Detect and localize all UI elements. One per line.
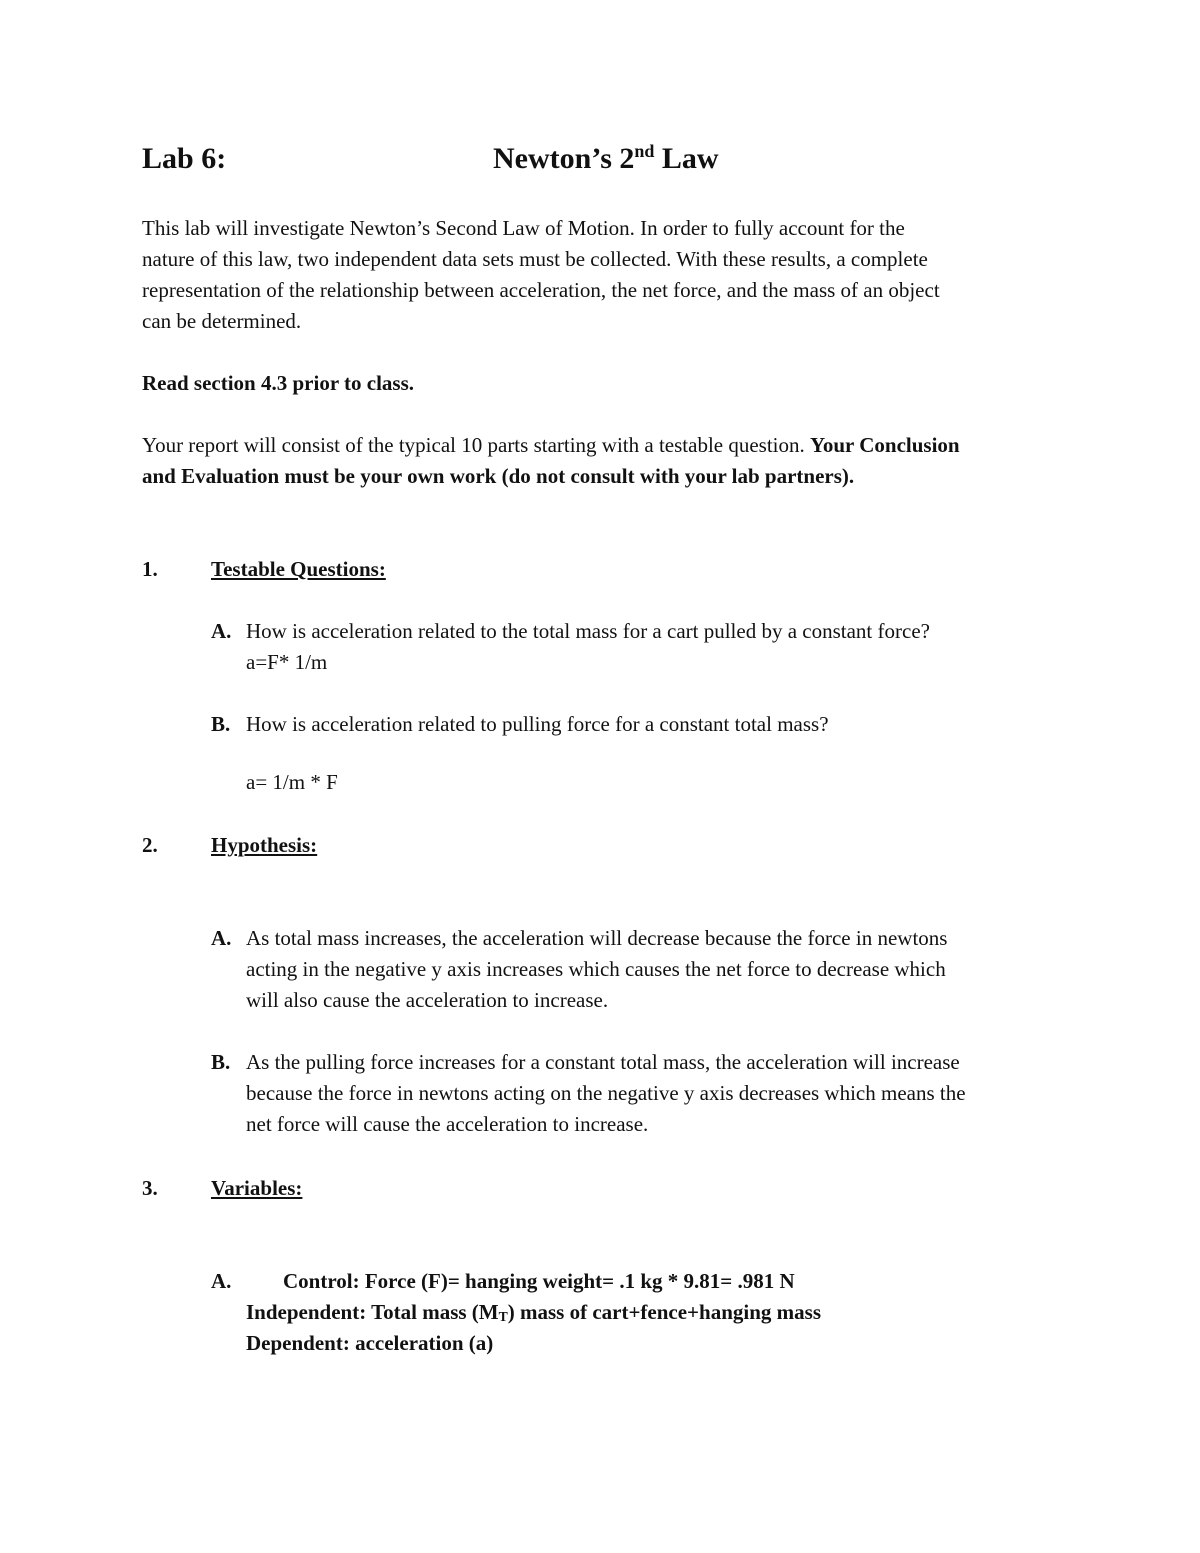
section-1-number: 1. bbox=[142, 557, 158, 581]
report-paragraph bbox=[142, 430, 960, 492]
report-emphasis: Your Conclusion bbox=[810, 433, 960, 457]
report-emphasis-2: and Evaluation must be your own work (do not consult with your lab partners). bbox=[142, 464, 855, 488]
hypothesis-a-label: A. bbox=[211, 926, 232, 950]
hypothesis-b-text: As the pulling force increases for a constant total mass, the acceleration will increase because the force in newtons acting on the negative y axis decreases which means the net force will cause the acceleration to increase. bbox=[246, 1050, 966, 1136]
independent-variable: Independent: Total mass (MT) mass of cart+fence+hanging mass bbox=[246, 1300, 821, 1325]
report-text: Your report will consist of the typical 10 parts starting with a testable question. bbox=[142, 433, 811, 457]
question-b-formula: a= 1/m * F bbox=[246, 770, 338, 794]
intro-line: This lab will investigate Newton’s Second Law of Motion. In order to fully account for the bbox=[142, 216, 905, 240]
intro-line: nature of this law, two independent data sets must be collected. With these results, a complete bbox=[142, 247, 928, 271]
question-a-text: How is acceleration related to the total mass for a cart pulled by a constant force? bbox=[246, 619, 930, 643]
intro-line: representation of the relationship between acceleration, the net force, and the mass of an object bbox=[142, 278, 940, 302]
read-note: Read section 4.3 prior to class. bbox=[142, 371, 415, 395]
hypothesis-a-text: As total mass increases, the acceleration will decrease because the force in newtons acting in the negative y axis increases which causes the net force to decrease which will also cause the acceleration to increase. bbox=[246, 926, 948, 1012]
dependent-variable: Dependent: acceleration (a) bbox=[246, 1331, 494, 1355]
section-2-number: 2. bbox=[142, 833, 158, 857]
page-title: Newton’s 2nd Law bbox=[493, 141, 719, 175]
question-a-formula: a=F* 1/m bbox=[246, 650, 328, 674]
variables-a-label: A. bbox=[211, 1269, 232, 1293]
lab-number: Lab 6: bbox=[142, 142, 227, 175]
section-3-number: 3. bbox=[142, 1176, 158, 1200]
question-b-text: How is acceleration related to pulling force for a constant total mass? bbox=[246, 712, 829, 736]
intro-line: can be determined. bbox=[142, 309, 302, 333]
intro-paragraph bbox=[142, 213, 940, 337]
section-2-heading: Hypothesis: bbox=[211, 833, 318, 857]
control-variable: Control: Force (F)= hanging weight= .1 kg * 9.81= .981 N bbox=[283, 1269, 795, 1293]
hypothesis-b-label: B. bbox=[211, 1050, 231, 1074]
section-1-heading: Testable Questions: bbox=[211, 557, 386, 581]
section-3-heading: Variables: bbox=[211, 1176, 303, 1200]
question-b-label: B. bbox=[211, 712, 231, 736]
question-a-label: A. bbox=[211, 619, 232, 643]
